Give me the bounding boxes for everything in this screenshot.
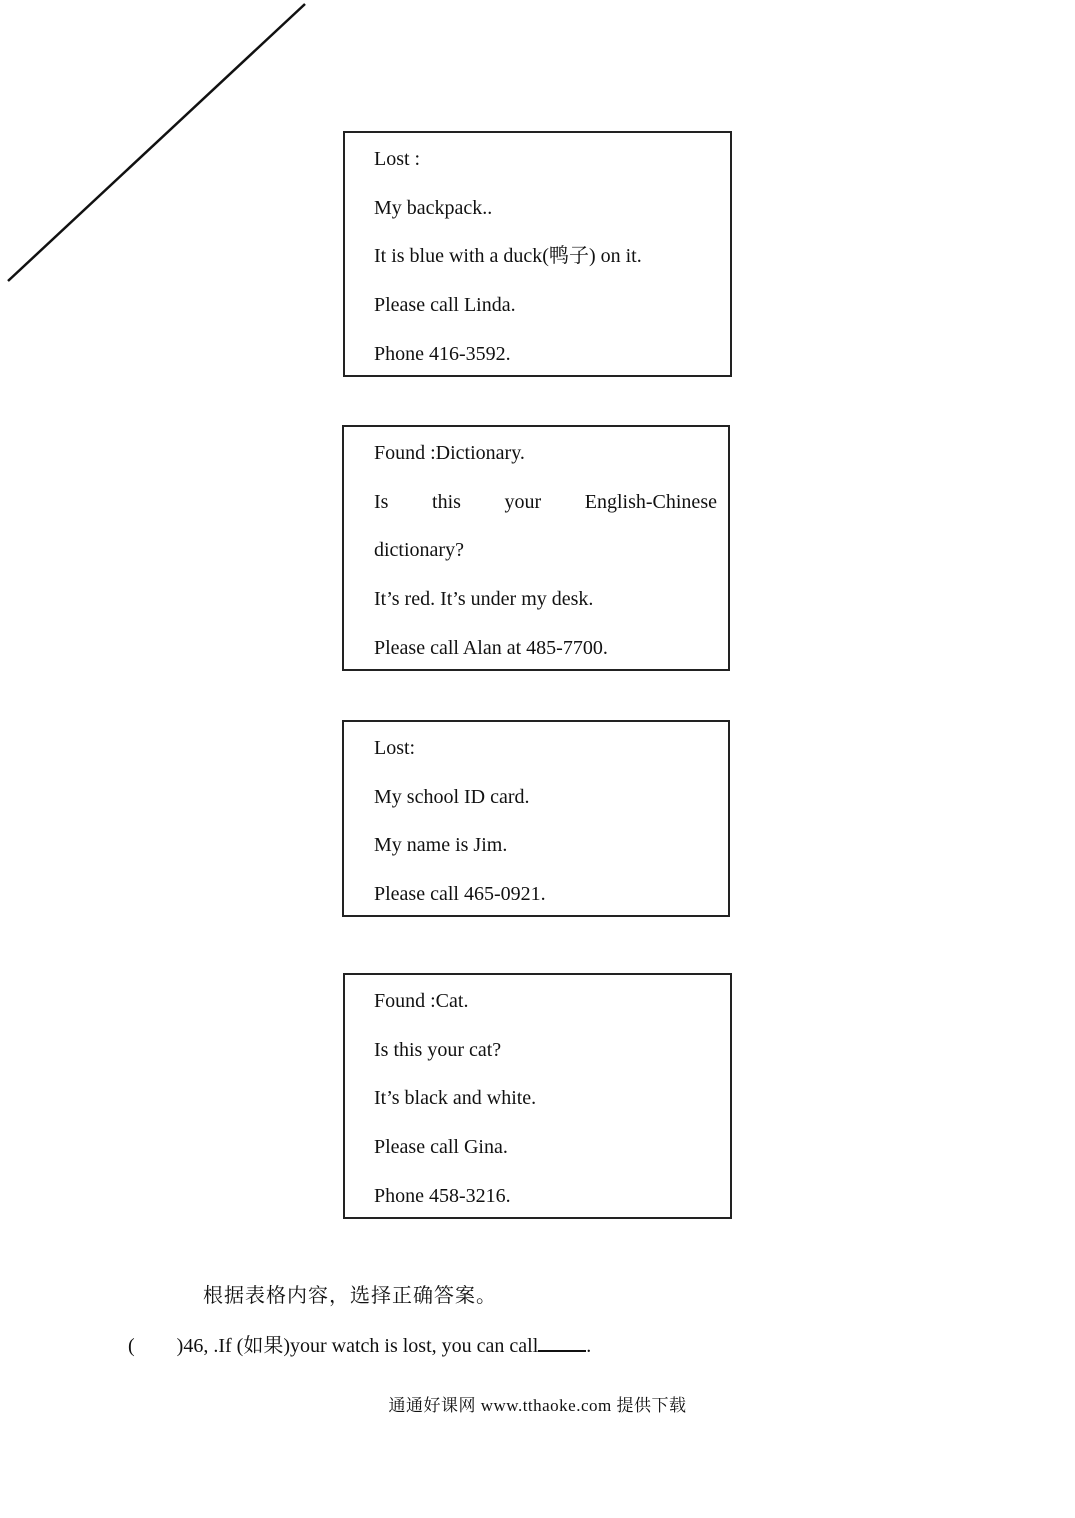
notice-line: Phone 458-3216. (374, 1184, 511, 1207)
notice-line: It’s black and white. (374, 1087, 537, 1110)
notice-line: My school ID card. (374, 785, 530, 808)
notice-line: Found :Cat. (374, 990, 469, 1012)
notice-found-dictionary (342, 425, 730, 671)
question-46 (128, 1329, 591, 1358)
question-text: 46, .If (如果)your watch is lost, you can call (183, 1335, 539, 1357)
notice-line: Please call Linda. (374, 294, 516, 317)
notice-line: Lost : (374, 148, 421, 170)
answer-paren-close: ) (176, 1335, 184, 1357)
notice-line: Please call 465-0921. (374, 883, 546, 906)
word: English-Chinese (584, 490, 717, 513)
notice-line: Please call Alan at 485-7700. (374, 636, 608, 659)
footer-credit: 通通好课网 www.tthaoke.com 提供下载 (388, 1396, 687, 1415)
answer-blank (538, 1332, 586, 1352)
notice-line: My name is Jim. (374, 834, 508, 857)
notice-found-cat (343, 973, 732, 1219)
question-end: . (586, 1335, 592, 1357)
instruction-text: 根据表格内容，选择正确答案。 (203, 1285, 497, 1307)
notice-line: My backpack.. (374, 196, 493, 219)
notice-line: dictionary? (374, 539, 464, 562)
notice-line: Phone 416-3592. (374, 342, 511, 365)
notice-lost-id-card (342, 720, 730, 917)
answer-paren-open: ( (128, 1335, 135, 1357)
word: this (432, 490, 461, 513)
notice-line: It is blue with a duck(鸭子) on it. (374, 245, 642, 268)
diagonal-line (0, 0, 320, 290)
notice-line: It’s red. It’s under my desk. (374, 588, 594, 611)
notice-lost-backpack (343, 131, 732, 377)
word: your (504, 490, 542, 513)
notice-line: Is this your cat? (374, 1038, 502, 1061)
notice-line: Found :Dictionary. (374, 442, 525, 464)
notice-line-justified (374, 478, 717, 527)
notice-line: Lost: (374, 737, 416, 759)
word: Is (374, 490, 389, 513)
notice-line: Please call Gina. (374, 1136, 508, 1159)
